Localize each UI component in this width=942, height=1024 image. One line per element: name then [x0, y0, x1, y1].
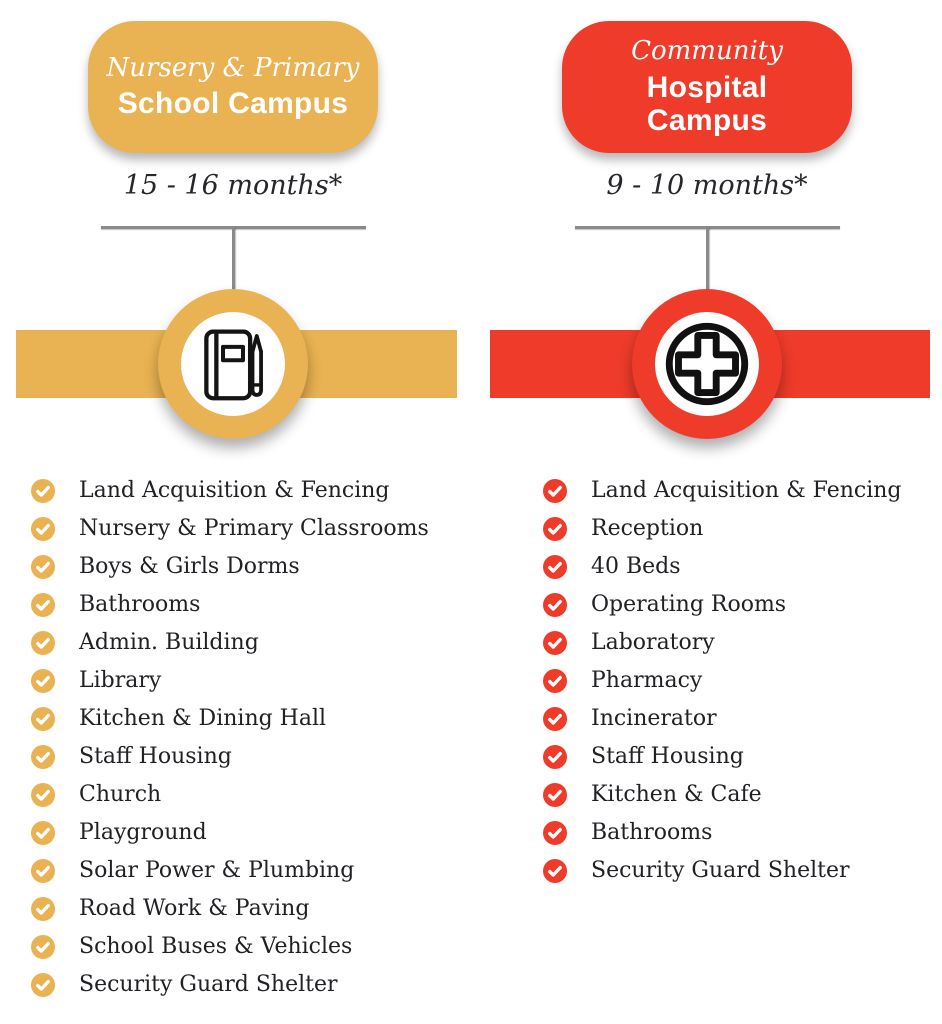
checklist-item — [31, 478, 429, 504]
check-icon — [31, 935, 55, 959]
hospital-campus-badge — [562, 21, 852, 153]
check-icon — [31, 973, 55, 997]
item-label: Admin. Building — [79, 630, 259, 655]
check-icon — [31, 593, 55, 617]
checklist-item — [31, 516, 429, 542]
badge-title-line2: Campus — [646, 104, 768, 138]
check-icon — [543, 707, 567, 731]
item-label: Nursery & Primary Classrooms — [79, 516, 429, 541]
check-icon — [31, 631, 55, 655]
item-label: Road Work & Paving — [79, 896, 310, 921]
checklist-item — [543, 820, 902, 846]
item-label: Kitchen & Cafe — [591, 782, 762, 807]
badge-subtitle: Nursery & Primary — [106, 53, 360, 84]
checklist-item — [543, 744, 902, 770]
check-icon — [31, 479, 55, 503]
item-label: Playground — [79, 820, 207, 845]
hospital-campus-column — [471, 0, 942, 1024]
item-label: Reception — [591, 516, 704, 541]
checklist-item — [31, 820, 429, 846]
badge-subtitle: Community — [631, 36, 783, 67]
connector-vertical-line — [232, 227, 235, 290]
item-label: Laboratory — [591, 630, 715, 655]
school-checklist — [31, 478, 429, 1010]
item-label: Boys & Girls Dorms — [79, 554, 300, 579]
check-icon — [543, 859, 567, 883]
item-label: Security Guard Shelter — [591, 858, 850, 883]
hospital-icon-medallion — [632, 289, 782, 439]
checklist-item — [31, 592, 429, 618]
school-duration-label: 15 - 16 months* — [123, 170, 343, 201]
item-label: Land Acquisition & Fencing — [591, 478, 902, 503]
check-icon — [31, 707, 55, 731]
school-icon-medallion — [158, 289, 308, 439]
check-icon — [543, 631, 567, 655]
checklist-item — [31, 706, 429, 732]
checklist-item — [31, 896, 429, 922]
checklist-item — [31, 972, 429, 998]
check-icon — [31, 745, 55, 769]
item-label: Church — [79, 782, 162, 807]
item-label: Security Guard Shelter — [79, 972, 338, 997]
item-label: Kitchen & Dining Hall — [79, 706, 327, 731]
check-icon — [543, 783, 567, 807]
check-icon — [543, 517, 567, 541]
checklist-item — [543, 478, 902, 504]
checklist-item — [31, 668, 429, 694]
check-icon — [31, 859, 55, 883]
checklist-item — [31, 934, 429, 960]
check-icon — [543, 479, 567, 503]
item-label: Solar Power & Plumbing — [79, 858, 355, 883]
connector-vertical-line — [706, 227, 709, 290]
school-campus-badge — [88, 21, 378, 153]
check-icon — [543, 593, 567, 617]
checklist-item — [31, 858, 429, 884]
item-label: Staff Housing — [591, 744, 744, 769]
check-icon — [543, 821, 567, 845]
check-icon — [543, 745, 567, 769]
check-icon — [31, 669, 55, 693]
checklist-item — [31, 630, 429, 656]
badge-title: School Campus — [117, 87, 349, 121]
check-icon — [31, 555, 55, 579]
item-label: Operating Rooms — [591, 592, 787, 617]
check-icon — [31, 897, 55, 921]
checklist-item — [543, 668, 902, 694]
checklist-item — [543, 516, 902, 542]
checklist-item — [31, 744, 429, 770]
check-icon — [31, 517, 55, 541]
checklist-item — [543, 706, 902, 732]
checklist-item — [31, 782, 429, 808]
item-label: Pharmacy — [591, 668, 703, 693]
item-label: Bathrooms — [591, 820, 713, 845]
checklist-item — [543, 592, 902, 618]
item-label: School Buses & Vehicles — [79, 934, 353, 959]
notebook-pencil-icon — [181, 312, 285, 416]
item-label: Incinerator — [591, 706, 717, 731]
check-icon — [31, 821, 55, 845]
check-icon — [543, 555, 567, 579]
check-icon — [31, 783, 55, 807]
hospital-checklist — [543, 478, 902, 896]
item-label: Staff Housing — [79, 744, 232, 769]
checklist-item — [543, 858, 902, 884]
item-label: 40 Beds — [591, 554, 681, 579]
item-label: Land Acquisition & Fencing — [79, 478, 390, 503]
checklist-item — [31, 554, 429, 580]
badge-title: Hospital — [646, 70, 768, 104]
item-label: Library — [79, 668, 162, 693]
check-icon — [543, 669, 567, 693]
checklist-item — [543, 782, 902, 808]
medical-cross-icon — [655, 312, 759, 416]
hospital-duration-label: 9 - 10 months* — [606, 170, 808, 201]
item-label: Bathrooms — [79, 592, 201, 617]
checklist-item — [543, 630, 902, 656]
checklist-item — [543, 554, 902, 580]
